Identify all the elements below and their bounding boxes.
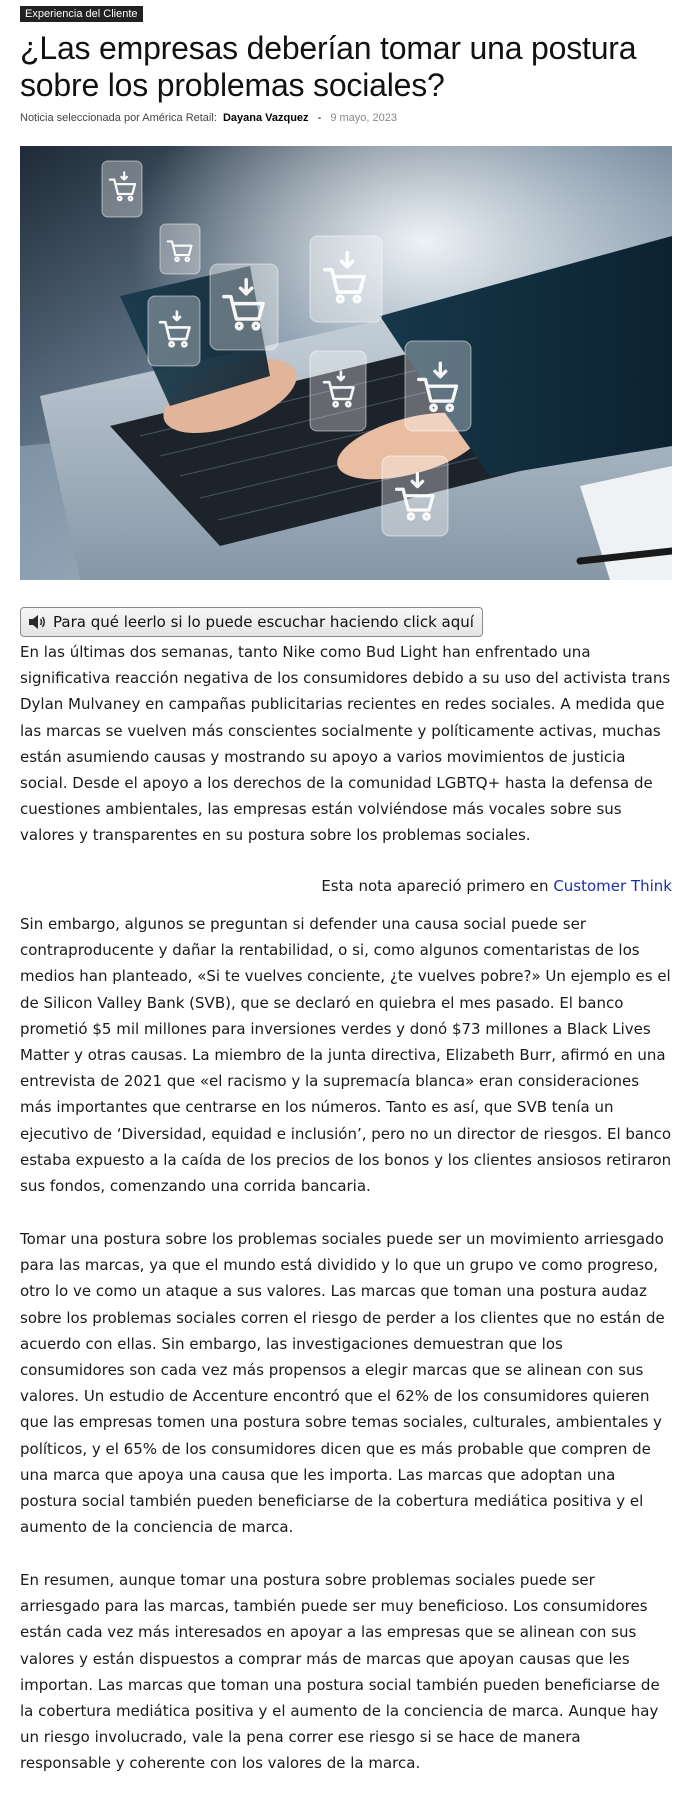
article-title: ¿Las empresas deberían tomar una postura sobre los problemas sociales? <box>20 30 637 103</box>
category-badge[interactable]: Experiencia del Cliente <box>20 6 143 22</box>
listen-button-label: Para qué leerlo si lo puede escuchar haciendo click aquí <box>53 613 474 631</box>
article-meta <box>20 112 397 124</box>
publish-date: 9 mayo, 2023 <box>330 112 397 124</box>
listen-audio-button[interactable] <box>20 607 483 637</box>
source-link[interactable]: Customer Think <box>553 877 672 895</box>
paragraph-2: Sin embargo, algunos se preguntan si defender una causa social puede ser contraproducente y dañar la rentabilidad, o si, como algunos comentaristas de los medios han planteado, «Si te vuelves conciente, ¿te vuelves pobre?» Un ejemplo es el de Silicon Valley Bank (SVB), que se declaró en quiebra el mes pasado. El banco prometió $5 mil millones para inversiones verdes y donó $73 millones a Black Lives Matter y otras causas. La miembro de la junta directiva, Elizabeth Burr, afirmó en una entrevista de 2021 que «el racismo y la supremacía blanca» eran consideraciones más importantes que centrarse en los números. Tanto es así, que SVB tenía un ejecutivo de ‘Diversidad, equidad e inclusión’, pero no un director de riesgos. El banco estaba expuesto a la caída de los precios de los bonos y los clientes ansiosos retiraron sus fondos, comenzando una corrida bancaria. <box>20 915 672 1196</box>
source-note <box>321 873 672 899</box>
author-link[interactable]: Dayana Vazquez <box>222 112 309 124</box>
speaker-icon <box>27 613 47 631</box>
paragraph-3: Tomar una postura sobre los problemas sociales puede ser un movimiento arriesgado para las marcas, ya que el mundo está dividido y lo que un grupo ve como progreso, otro lo ve como un ataque a sus valores. Las marcas que toman una postura audaz sobre los problemas sociales corren el riesgo de perder a los clientes que no están de acuerdo con ellas. Sin embargo, las investigaciones demuestran que los consumidores son cada vez más propensos a elegir marcas que se alinean con sus valores. Un estudio de Accenture encontró que el 62% de los consumidores quieren que las empresas tomen una postura sobre temas sociales, culturales, ambientales y políticos, y el 65% de los consumidores dicen que es más probable que compren de una marca que apoya una causa que les importa. Las marcas que adoptan una postura social también pueden beneficiarse de la cobertura mediática positiva y el aumento de la conciencia de marca. <box>20 1230 665 1537</box>
meta-prefix: Noticia seleccionada por América Retail: <box>20 112 217 124</box>
paragraph-1: En las últimas dos semanas, tanto Nike como Bud Light han enfrentado una significativa reacción negativa de los consumidores debido a su uso del activista trans Dylan Mulvaney en campañas publicitarias recientes en redes sociales. A medida que las marcas se vuelven más conscientes socialmente y políticamente activas, muchas están asumiendo causas y mostrando su apoyo a varios movimientos de justicia social. Desde el apoyo a los derechos de la comunidad LGBTQ+ hasta la defensa de cuestiones ambientales, las empresas están volviéndose más vocales sobre sus valores y transparentes en su postura sobre los problemas sociales. <box>20 643 671 845</box>
source-note-text: Esta nota apareció primero en <box>321 877 549 895</box>
paragraph-4: En resumen, aunque tomar una postura sobre problemas sociales puede ser arriesgado para las marcas, también puede ser muy beneficioso. Los consumidores están cada vez más interesados en apoyar a las empresas que se alinean con sus valores y están dispuestos a comprar más de marcas que apoyan causas que les importan. Las marcas que toman una postura social también pueden beneficiarse de la cobertura mediática positiva y el aumento de la conciencia de marca. Aunque hay un riesgo involucrado, vale la pena correr ese riesgo si se hace de manera responsable y coherente con los valores de la marca. <box>20 1571 660 1773</box>
meta-separator: - <box>317 112 322 124</box>
hero-image <box>20 146 672 580</box>
